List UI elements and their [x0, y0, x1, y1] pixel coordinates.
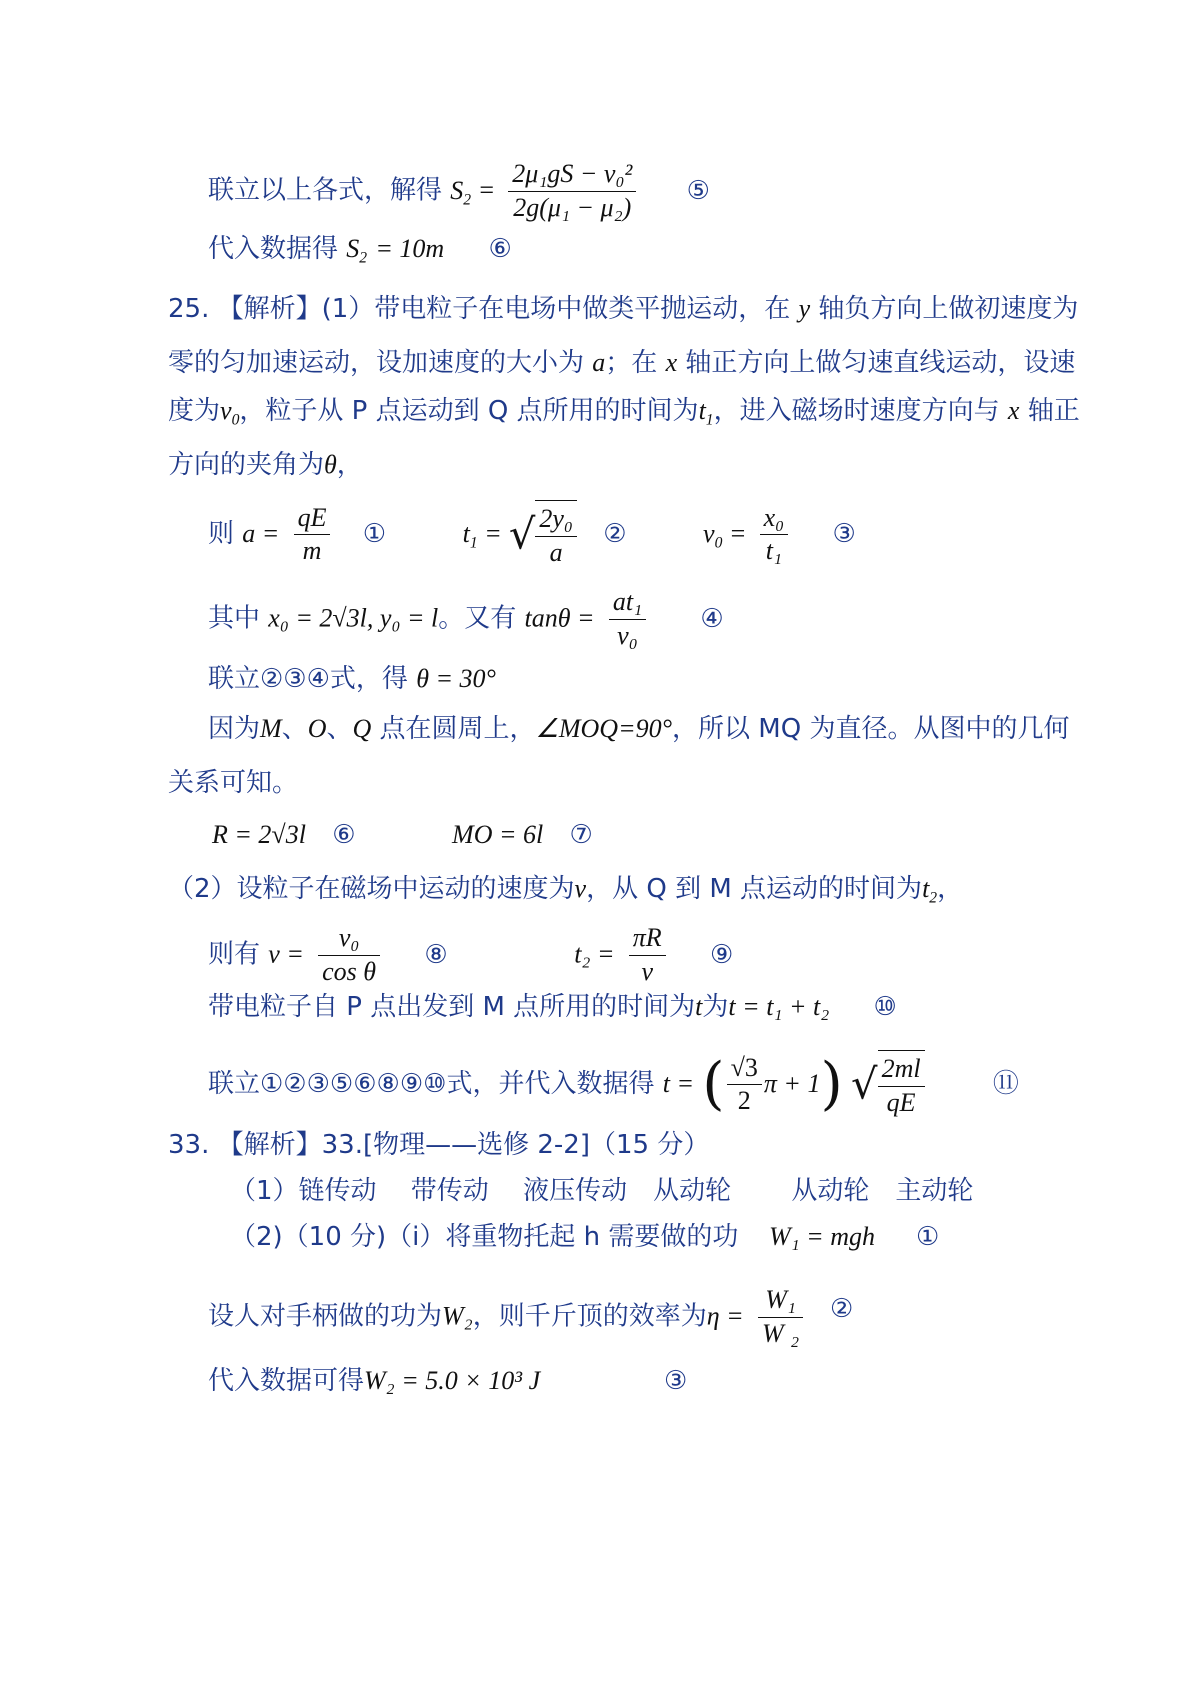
sqrt-2y0-a: √ $\frac{\text{2y₀}}{a}$ — [509, 500, 577, 569]
math-R: R = 2√3l — [212, 820, 306, 849]
text-solve: 联立以上各式，解得 — [208, 175, 443, 206]
fraction-x0-t1 — [760, 502, 789, 568]
p2-text-a: （2）设粒子在磁场中运动的速度为 — [168, 874, 575, 904]
frac-denominator: qE — [886, 1087, 916, 1117]
fraction-at1-v0 — [609, 586, 646, 652]
heading-25: 25. 【解析】 — [168, 294, 322, 324]
eq-line-4 — [208, 586, 724, 652]
math-t2: $t_2$ — [922, 874, 938, 907]
math-v0-lhs: $v_0$ — [703, 519, 723, 552]
p25-text-e: 轴正方向上做匀速直线运动，设速 — [685, 348, 1076, 378]
fraction-piR-v — [629, 922, 666, 988]
eq-line-s2-value — [208, 236, 512, 266]
eq-marker-2: ② — [603, 519, 627, 549]
time-line — [208, 994, 897, 1020]
frac-denominator: 2 — [737, 1086, 751, 1115]
p33-work-text: （2)（10 分)（ⅰ）将重物托起 h 需要做的功 — [230, 1222, 739, 1252]
math-theta-value: θ = 30° — [416, 664, 496, 693]
text-substitute-2: 代入数据可得 — [208, 1366, 365, 1396]
eq-marker-3: ③ — [832, 519, 856, 549]
math-t-final: t = — [662, 1069, 695, 1098]
because-line-1 — [208, 716, 1069, 742]
p33-marker-1 — [916, 1224, 939, 1250]
p25-line-3 — [168, 398, 1080, 428]
eq-marker-6b: ⑥ — [332, 820, 356, 850]
text-is: 为 — [702, 992, 729, 1022]
frac-numerator: 2ml — [878, 1053, 925, 1087]
text-sep-1: 、 — [281, 714, 308, 744]
text-also: 。又有 — [438, 603, 517, 634]
math-Q: Q — [352, 714, 372, 743]
equals-sign: = — [485, 519, 501, 548]
part2-line — [168, 876, 963, 906]
math-angle: ∠MOQ=90° — [535, 714, 673, 743]
math-t: t — [695, 992, 703, 1021]
p25-text-j: 方向的夹角为 — [168, 450, 325, 480]
text-have: 则有 — [208, 939, 261, 970]
math-v-eq: v = — [268, 939, 304, 969]
p25-text-c: 零的匀加速运动，设加速度的大小为 — [168, 348, 585, 378]
eq-line-s2 — [208, 158, 710, 224]
frac-denominator: m — [302, 536, 322, 565]
math-MO: MO = 6l — [452, 820, 544, 849]
math-v: v — [574, 874, 587, 903]
frac-numerator: qE — [294, 502, 331, 536]
text-diameter: ，所以 MQ 为直径。从图中的几何 — [672, 714, 1070, 744]
p25-text-k: ， — [336, 450, 363, 480]
frac-denominator: v — [641, 956, 653, 986]
eq-marker-9: ⑨ — [709, 939, 734, 970]
p33-line-3 — [208, 1284, 809, 1350]
p25-text-b: 轴负方向上做初速度为 — [818, 294, 1079, 324]
math-x0-y0: x₀ = 2√3l, y₀ = l — [268, 603, 439, 633]
text-where: 其中 — [208, 603, 261, 634]
eq-marker-w2: ② — [830, 1294, 854, 1324]
equals-sign: = — [479, 175, 495, 205]
fraction-qE-m — [294, 502, 331, 568]
p2-text-b: ，从 Q 到 M 点运动的时间为 — [586, 874, 923, 904]
frac-numerator: 2μ₁gS − v₀² — [508, 158, 636, 192]
p33-line-1 — [230, 1178, 973, 1204]
math-x-2: x — [1007, 396, 1020, 425]
frac-numerator: πR — [629, 922, 666, 956]
text-then: 则 — [208, 519, 235, 549]
text-total-time: 带电粒子自 P 点出发到 M 点所用的时间为 — [208, 992, 696, 1022]
eq-marker-8: ⑧ — [424, 939, 448, 970]
frac-denominator: 2g(μ₁ − μ₂) — [513, 192, 632, 222]
p25-text-h: ，进入磁场时速度方向与 — [713, 396, 1000, 426]
math-a: a — [592, 348, 606, 377]
frac-numerator: 2y₀ — [535, 503, 577, 537]
text-because: 因为 — [208, 714, 261, 744]
eq-marker-5: ⑤ — [686, 175, 710, 206]
p25-line-4 — [168, 452, 363, 478]
text-work-handle: 设人对手柄做的功为 — [208, 1301, 443, 1332]
math-O: O — [307, 714, 327, 743]
math-s2b: $S_2$ — [346, 234, 368, 267]
text-sep-2: 、 — [326, 714, 353, 744]
frac-denominator: W ₂ — [761, 1318, 800, 1348]
eq-line-6-7 — [212, 822, 593, 848]
math-w2-value: W₂ = 5.0 × 10³ J — [364, 1366, 541, 1395]
text-combine: 联立②③④式，得 — [208, 664, 408, 694]
text-efficiency: ，则千斤顶的效率为 — [472, 1301, 707, 1332]
math-s2-value: = 10m — [375, 234, 445, 263]
p25-text-f: 度为 — [168, 396, 221, 426]
eq-marker-w1: ① — [916, 1222, 940, 1252]
equals-sign: = — [730, 519, 746, 548]
text-relation: 关系可知。 — [168, 768, 299, 798]
text-substitute: 代入数据得 — [208, 234, 339, 264]
eq-marker-6: ⑥ — [488, 234, 512, 264]
p25-text-g: ，粒子从 P 点运动到 Q 点所用的时间为 — [239, 396, 699, 426]
math-M: M — [260, 714, 282, 743]
p25-line-2 — [168, 350, 1075, 376]
paren-close: ) — [820, 1050, 843, 1117]
math-t-eq: t = t₁ + t₂ — [728, 992, 830, 1021]
math-v0: $v_0$ — [220, 396, 240, 429]
math-x: x — [665, 348, 678, 377]
final-line — [208, 1050, 1019, 1119]
math-eta: η = — [706, 1301, 744, 1331]
math-s2: $S_2$ — [450, 175, 472, 208]
eq-line-8-9 — [208, 922, 733, 988]
text-final: 联立①②③⑤⑥⑧⑨⑩式，并代入数据得 — [208, 1069, 655, 1099]
math-pi-plus-1: π + 1 — [763, 1069, 821, 1098]
paren-open: ( — [702, 1050, 725, 1117]
p33-heading — [168, 1132, 709, 1158]
because-line-2 — [168, 770, 298, 796]
p33-marker-2 — [830, 1296, 853, 1322]
p33-marker-3 — [664, 1368, 687, 1394]
frac-numerator: v₀ — [318, 922, 380, 956]
frac-numerator: W₁ — [758, 1284, 803, 1318]
p25-text-a: (1）带电粒子在电场中做类平抛运动，在 — [321, 294, 791, 324]
eq-marker-4: ④ — [700, 603, 724, 634]
math-tan: tanθ = — [524, 603, 595, 633]
frac-numerator: at₁ — [609, 586, 646, 620]
p33-answers: （1）链传动 带传动 液压传动 从动轮 从动轮 主动轮 — [230, 1176, 974, 1206]
frac-denominator: v₀ — [617, 620, 638, 650]
math-w2: W₂ — [442, 1301, 473, 1331]
math-w1: W₁ = mgh — [768, 1222, 875, 1251]
math-y: y — [798, 294, 811, 323]
eq-marker-1: ① — [362, 519, 387, 549]
p25-text-d: ；在 — [605, 348, 658, 378]
eq-marker-7: ⑦ — [569, 820, 593, 850]
eq-marker-w3: ③ — [664, 1366, 688, 1396]
p25-text-i: 轴正 — [1027, 396, 1080, 426]
p2-text-c: ， — [937, 874, 964, 904]
math-t1-lhs: $t_1$ — [462, 519, 478, 552]
text-on-circle: 点在圆周上， — [379, 714, 536, 744]
fraction-sqrt3-2 — [727, 1052, 762, 1118]
eq-marker-11: ⑪ — [992, 1069, 1019, 1099]
frac-numerator: √3 — [727, 1052, 762, 1086]
math-t2-eq: t₂ = — [574, 939, 615, 969]
eq-marker-10: ⑩ — [873, 992, 897, 1022]
math-a-eq: a = — [242, 519, 280, 548]
eq-line-1-3 — [208, 500, 856, 569]
frac-denominator: cos θ — [322, 956, 377, 986]
p33-line-2 — [230, 1224, 875, 1250]
p25-line-1 — [168, 296, 1078, 322]
fraction-s2 — [508, 158, 636, 224]
p33-line-4 — [208, 1368, 540, 1394]
frac-numerator: x₀ — [760, 502, 789, 536]
fraction-v0-cos — [318, 922, 380, 988]
frac-denominator: a — [549, 537, 563, 567]
fraction-w1-w2 — [758, 1284, 803, 1350]
math-theta: θ — [324, 450, 337, 479]
math-t1: $t_1$ — [698, 396, 714, 429]
heading-33: 33. 【解析】33.[物理——选修 2-2]（15 分） — [168, 1130, 710, 1160]
frac-denominator: t₁ — [765, 536, 783, 565]
sqrt-2ml-qE: √ $\frac{2ml}{qE}$ — [851, 1050, 925, 1119]
eq-line-theta — [208, 666, 496, 692]
